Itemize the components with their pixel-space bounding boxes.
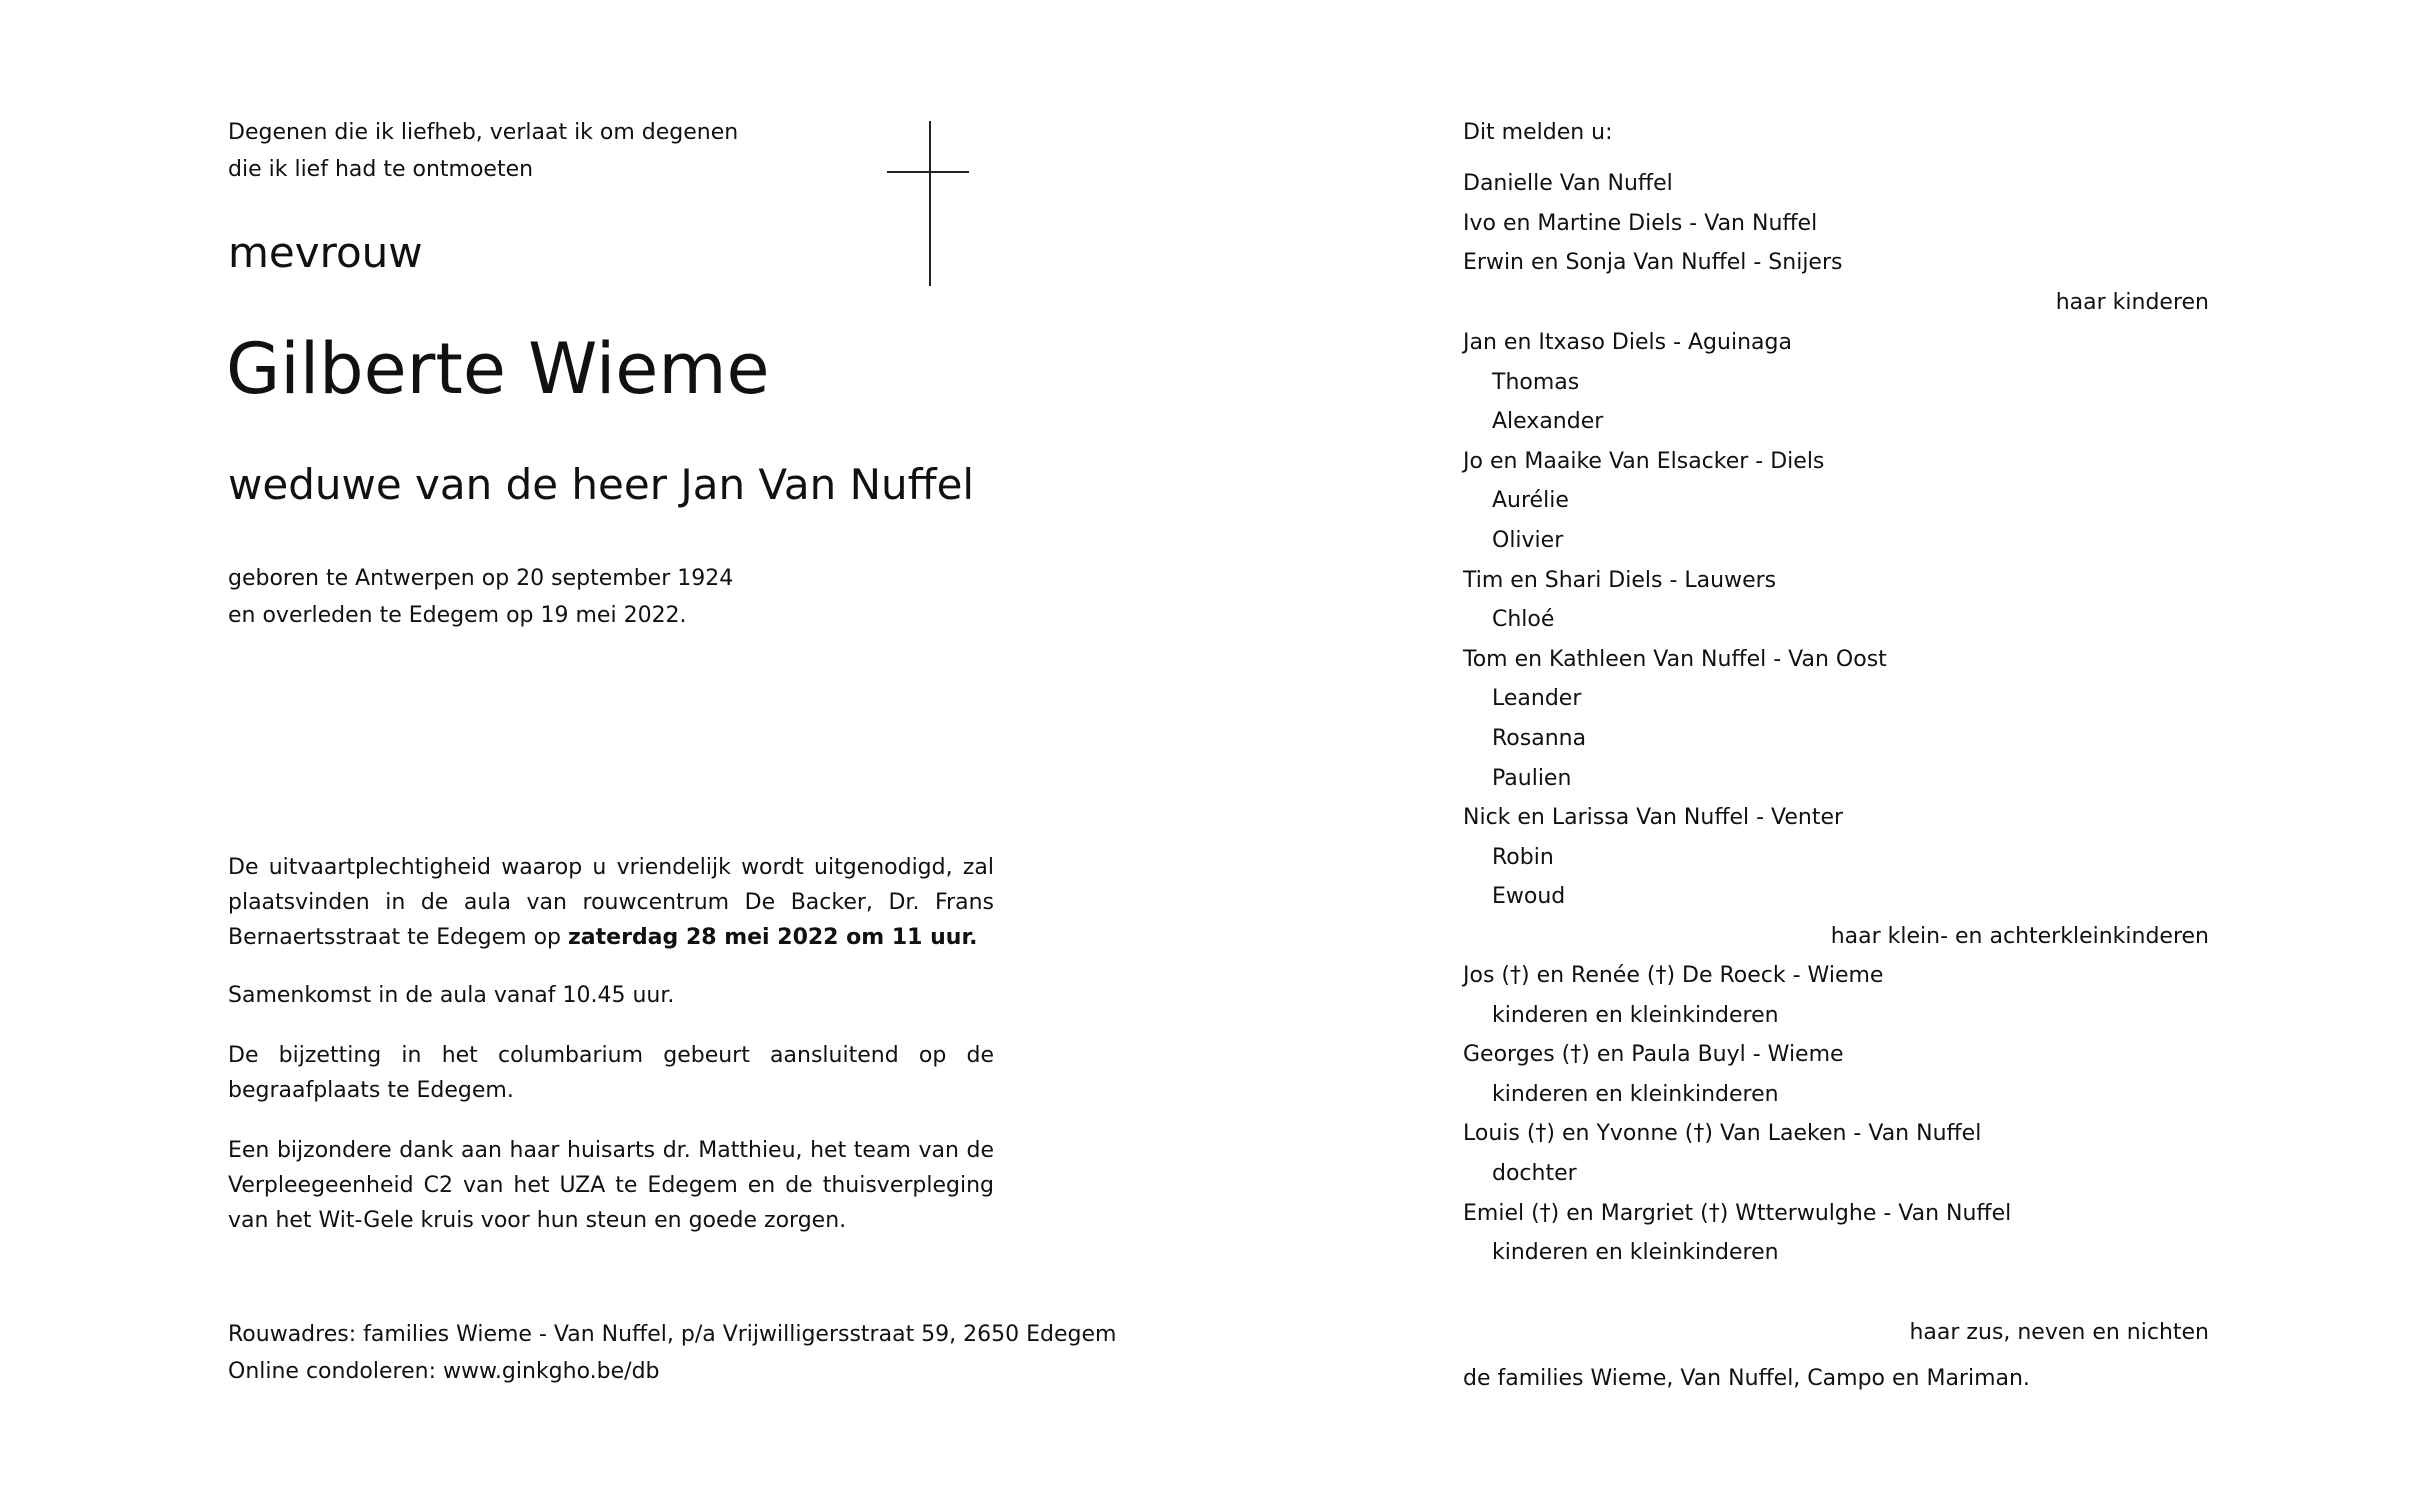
sibling-sub-item: dochter — [1492, 1161, 1577, 1186]
child-1: Danielle Van Nuffel — [1463, 171, 1673, 196]
families-line: de families Wieme, Van Nuffel, Campo en Mariman. — [1463, 1366, 2030, 1391]
sibling-item: Georges (†) en Paula Buyl - Wieme — [1463, 1042, 1844, 1068]
quote-line-1: Degenen die ik liefheb, verlaat ik om degenen — [228, 120, 739, 145]
birth-line: geboren te Antwerpen op 20 september 1924 — [228, 566, 734, 591]
grandchild-item: Tim en Shari Diels - Lauwers — [1463, 567, 1777, 593]
thanks-paragraph: Een bijzondere dank aan haar huisarts dr. Matthieu, het team van de Verpleegeenheid C2 van het UZA te Edegem en de thuisverpleging van het Wit-Gele kruis voor hun steun en goede zorgen. — [228, 1138, 994, 1233]
grandchild-sub-item: Aurélie — [1492, 488, 1569, 514]
grandchild-sub-item: Robin — [1492, 844, 1554, 870]
cross-icon — [929, 121, 931, 286]
mourning-address: Rouwadres: families Wieme - Van Nuffel, p/a Vrijwilligersstraat 59, 2650 Edegem — [228, 1322, 1117, 1347]
deceased-name: Gilberte Wieme — [226, 328, 770, 410]
grandchild-sub-item: Paulien — [1492, 765, 1572, 791]
interment-paragraph: De bijzetting in het columbarium gebeurt aansluitend op de begraafplaats te Edegem. — [228, 1043, 994, 1103]
child-3: Erwin en Sonja Van Nuffel - Snijers — [1463, 250, 1843, 275]
gathering-paragraph: Samenkomst in de aula vanaf 10.45 uur. — [228, 983, 675, 1008]
sibling-item: Emiel (†) en Margriet (†) Wtterwulghe - Van Nuffel — [1463, 1200, 2012, 1226]
widow-line: weduwe van de heer Jan Van Nuffel — [228, 460, 975, 509]
siblings-role: haar zus, neven en nichten — [1909, 1320, 2209, 1345]
grandchildren-role: haar klein- en achterkleinkinderen — [1830, 924, 2209, 949]
grandchild-sub-item: Olivier — [1492, 528, 1564, 553]
title: mevrouw — [228, 228, 423, 277]
cross-icon-bar — [887, 171, 969, 173]
online-condolences: Online condoleren: www.ginkgho.be/db — [228, 1359, 660, 1384]
child-2: Ivo en Martine Diels - Van Nuffel — [1463, 211, 1818, 236]
grandchild-sub-item: Thomas — [1492, 369, 1580, 395]
grandchild-item: Nick en Larissa Van Nuffel - Venter — [1463, 805, 1844, 831]
grandchild-item: Tom en Kathleen Van Nuffel - Van Oost — [1463, 646, 1887, 672]
grandchild-item: Jan en Itxaso Diels - Aguinaga — [1463, 330, 1792, 355]
sibling-sub-item: kinderen en kleinkinderen — [1492, 1081, 1779, 1107]
intro: Dit melden u: — [1463, 120, 1613, 145]
funeral-paragraph — [228, 850, 994, 955]
funeral-text: De uitvaartplechtigheid waarop u vriendelijk wordt uitgenodigd, zal plaatsvinden in de aula van rouwcentrum De Backer, Dr. Frans Bernaertsstraat te Edegem op — [228, 855, 994, 950]
sibling-item: Louis (†) en Yvonne (†) Van Laeken - Van Nuffel — [1463, 1121, 1982, 1147]
sibling-item: Jos (†) en Renée (†) De Roeck - Wieme — [1463, 963, 1884, 988]
grandchild-sub-item: Leander — [1492, 686, 1582, 712]
funeral-date: zaterdag 28 mei 2022 om 11 uur. — [568, 925, 978, 950]
grandchild-sub-item: Alexander — [1492, 409, 1604, 435]
grandchild-item: Jo en Maaike Van Elsacker - Diels — [1463, 448, 1825, 474]
grandchild-sub-item: Chloé — [1492, 607, 1555, 633]
children-role: haar kinderen — [2055, 290, 2209, 315]
quote-line-2: die ik lief had te ontmoeten — [228, 157, 534, 182]
sibling-sub-item: kinderen en kleinkinderen — [1492, 1002, 1779, 1028]
grandchild-sub-item: Rosanna — [1492, 726, 1587, 751]
death-line: en overleden te Edegem op 19 mei 2022. — [228, 603, 687, 628]
grandchild-sub-item: Ewoud — [1492, 884, 1566, 910]
sibling-sub-item: kinderen en kleinkinderen — [1492, 1240, 1779, 1266]
